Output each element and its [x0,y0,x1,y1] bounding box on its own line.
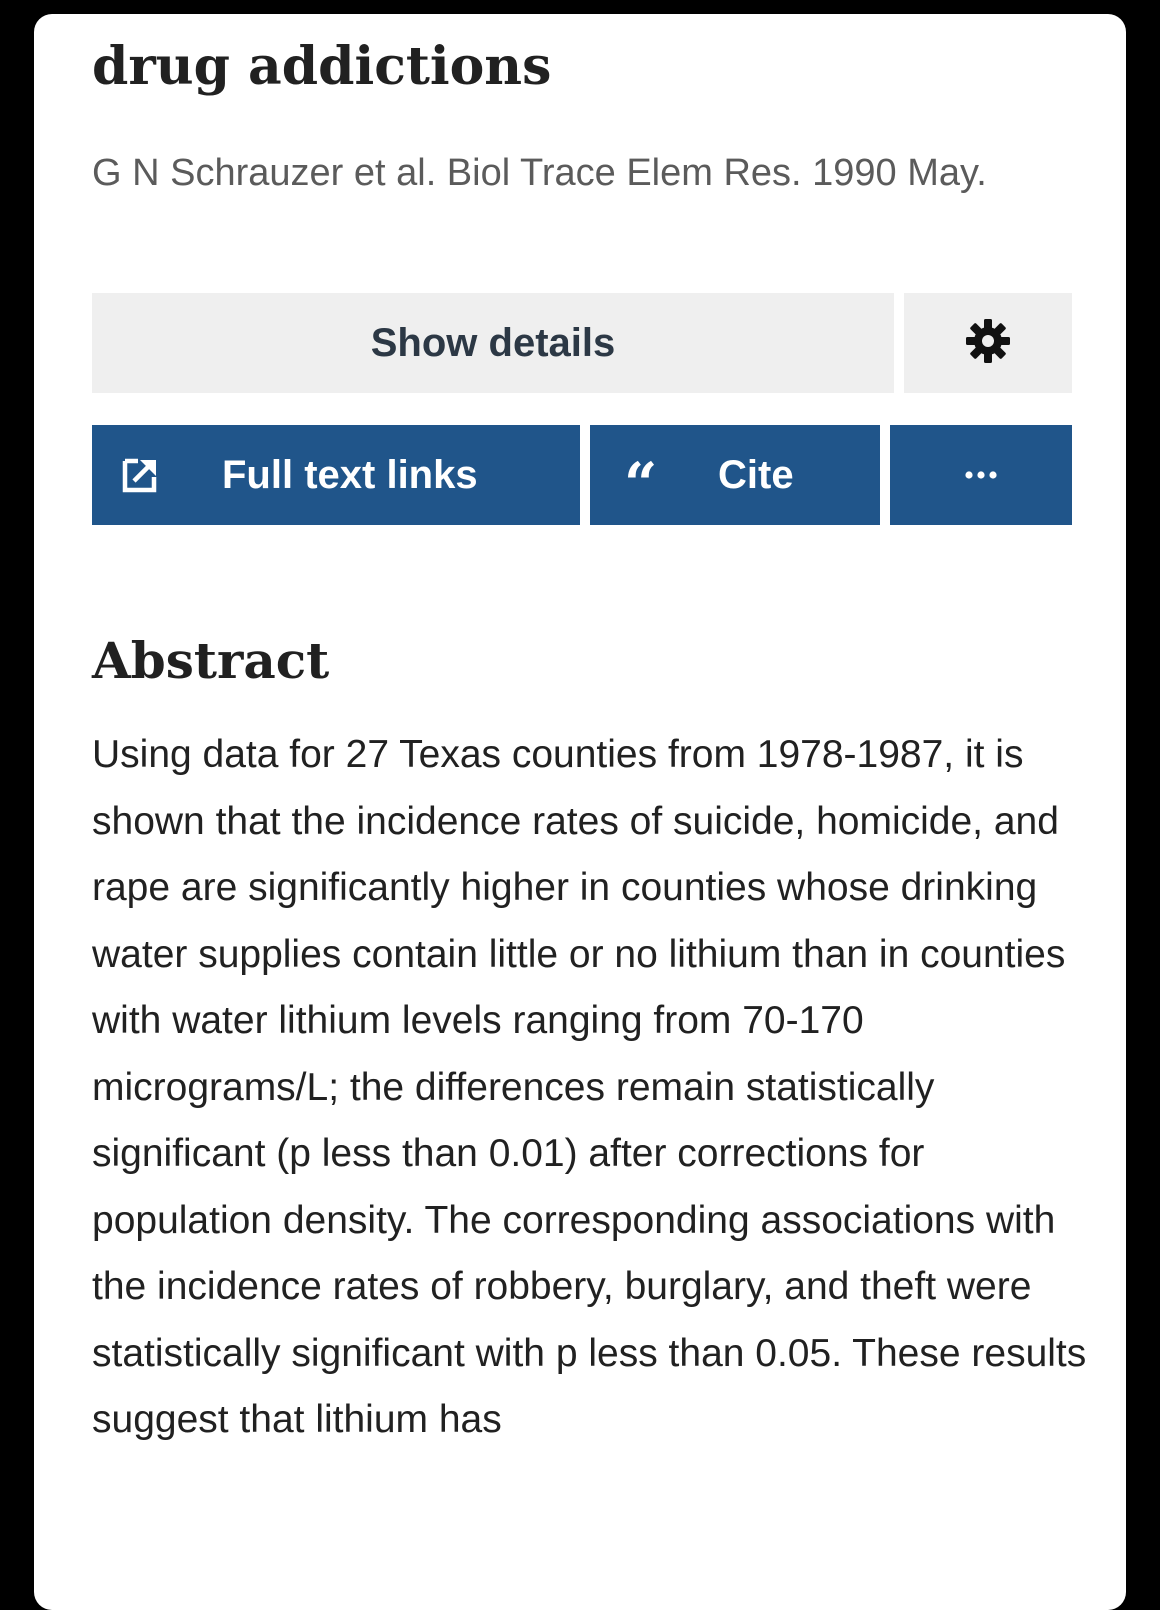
full-text-links-button[interactable] [92,425,580,525]
external-link-icon [122,425,158,525]
cite-button[interactable] [590,425,880,525]
cite-label: Cite [718,453,794,497]
details-toolbar [92,293,1070,393]
show-details-label: Show details [370,320,616,365]
article-citation: G N Schrauzer et al. Biol Trace Elem Res. 1990 May. [92,152,987,194]
abstract-heading: Abstract [92,631,330,690]
article-card [34,14,1126,1610]
more-icon [890,425,1072,525]
full-text-links-label: Full text links [222,453,478,497]
settings-button[interactable] [904,293,1072,393]
more-options-button[interactable] [890,425,1072,525]
article-title: drug addictions [92,36,552,97]
show-details-button[interactable] [92,293,894,393]
gear-icon [965,318,1011,369]
article-actions [92,425,1070,525]
abstract-text: Using data for 27 Texas counties from 1978-1987, it is shown that the incidence rates of suicide, homicide, and rape are significantly higher in counties whose drinking water supplies contain little or no lithium than in counties with water lithium levels ranging from 70-170 micrograms/L; the differences remain statistically significant (p less than 0.01) after corrections for population density. The corresponding associations with the incidence rates of robbery, burglary, and theft were statistically significant with p less than 0.05. These results suggest that lithium has [92,733,1087,1441]
quote-icon: “ [624,450,658,518]
